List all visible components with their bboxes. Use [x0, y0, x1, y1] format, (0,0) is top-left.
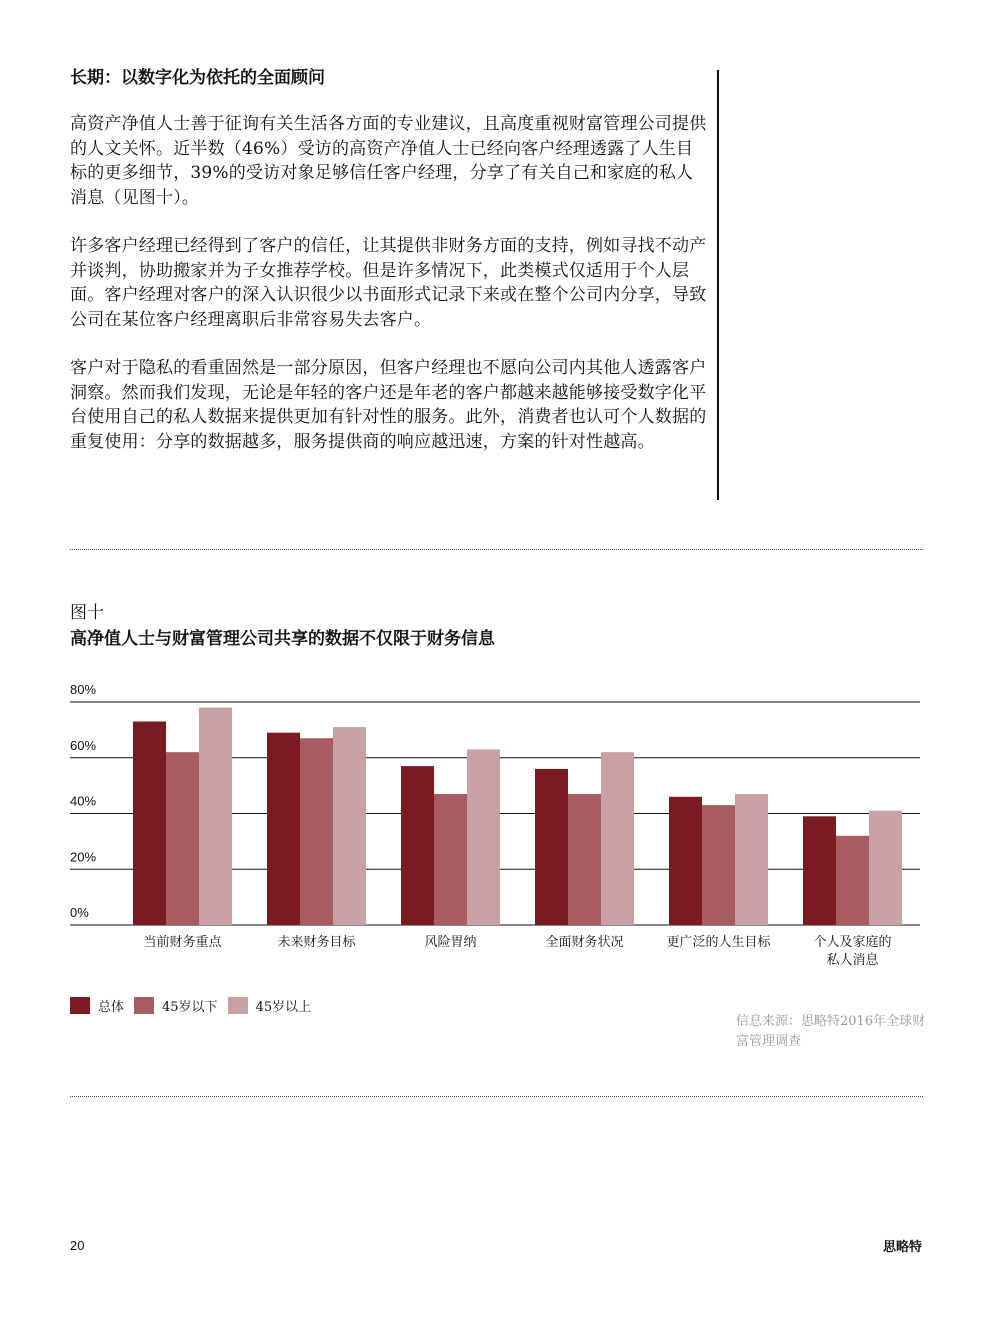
bar: [601, 752, 634, 925]
x-tick-label: 当前财务重点: [143, 935, 222, 950]
figure-title: 高净值人士与财富管理公司共享的数据不仅限于财务信息: [70, 629, 495, 649]
x-tick-label: 个人及家庭的: [813, 935, 892, 950]
bar: [300, 738, 333, 925]
bar: [333, 727, 366, 925]
bar: [669, 797, 702, 925]
chart-legend: [70, 996, 321, 1015]
brand-name: 思略特: [882, 1240, 922, 1255]
bar: [568, 794, 601, 925]
paragraph: 客户对于隐私的看重固然是一部分原因，但客户经理也不愿向公司内其他人透露客户洞察。然而我们发现，无论是年轻的客户还是年老的客户都越来越能够接受数字化平台使用自己的私人数据来提供更加有针对性的服务。此外，消费者也认可个人数据的重复使用：分享的数据越多，服务提供商的响应越迅速，方案的针对性越高。: [70, 358, 707, 452]
bar: [166, 752, 199, 925]
figure-source: 信息来源：思略特2016年全球财富管理调查: [736, 1014, 926, 1049]
bar: [836, 836, 869, 925]
y-tick-label: 60%: [70, 737, 97, 753]
bar: [803, 816, 836, 925]
legend-swatch: [70, 997, 90, 1014]
bar: [702, 805, 735, 925]
legend-item: [134, 996, 218, 1015]
y-tick-label: 0%: [70, 905, 89, 920]
x-tick-label: 私人消息: [826, 953, 879, 968]
x-tick-label: 更广泛的人生目标: [666, 935, 771, 950]
dotted-divider: [70, 549, 923, 550]
bar: [735, 794, 768, 925]
x-tick-label: 未来财务目标: [277, 935, 356, 950]
x-tick-label: 全面财务状况: [545, 935, 624, 950]
bar: [869, 811, 902, 925]
y-tick-label: 40%: [70, 793, 97, 809]
legend-label: 总体: [98, 1000, 125, 1015]
article-heading: 长期：以数字化为依托的全面顾问: [70, 68, 325, 88]
legend-swatch: [134, 997, 154, 1014]
bar: [199, 708, 232, 925]
y-tick-label: 80%: [70, 682, 97, 697]
legend-item: [70, 996, 124, 1015]
legend-swatch: [228, 997, 248, 1014]
dotted-divider: [70, 1096, 923, 1097]
x-tick-label: 风险胃纳: [424, 935, 477, 950]
bar: [133, 722, 166, 925]
page-number: 20: [70, 1238, 85, 1253]
paragraph: 许多客户经理已经得到了客户的信任，让其提供非财务方面的支持，例如寻找不动产并谈判，协助搬家并为子女推荐学校。但是许多情况下，此类模式仅适用于个人层面。客户经理对客户的深入认识很少以书面形式记录下来或在整个公司内分享，导致公司在某位客户经理离职后非常容易失去客户。: [70, 236, 707, 330]
legend-item: [228, 996, 312, 1015]
vertical-rule: [717, 70, 719, 500]
bar: [434, 794, 467, 925]
legend-label: 45岁以下: [162, 1000, 218, 1015]
bar: [467, 749, 500, 925]
y-tick-label: 20%: [70, 849, 97, 865]
legend-label: 45岁以上: [255, 1000, 312, 1015]
bar: [401, 766, 434, 925]
article-column: [70, 66, 710, 478]
paragraph: 高资产净值人士善于征询有关生活各方面的专业建议，且高度重视财富管理公司提供的人文关怀。近半数（46%）受访的高资产净值人士已经向客户经理透露了人生目标的更多细节，39%的受访对象足够信任客户经理，分享了有关自己和家庭的私人消息（见图十）。: [70, 114, 707, 208]
bar-chart: [60, 670, 930, 980]
figure-label: 图十: [70, 603, 104, 623]
bar: [267, 733, 300, 925]
bar: [535, 769, 568, 925]
